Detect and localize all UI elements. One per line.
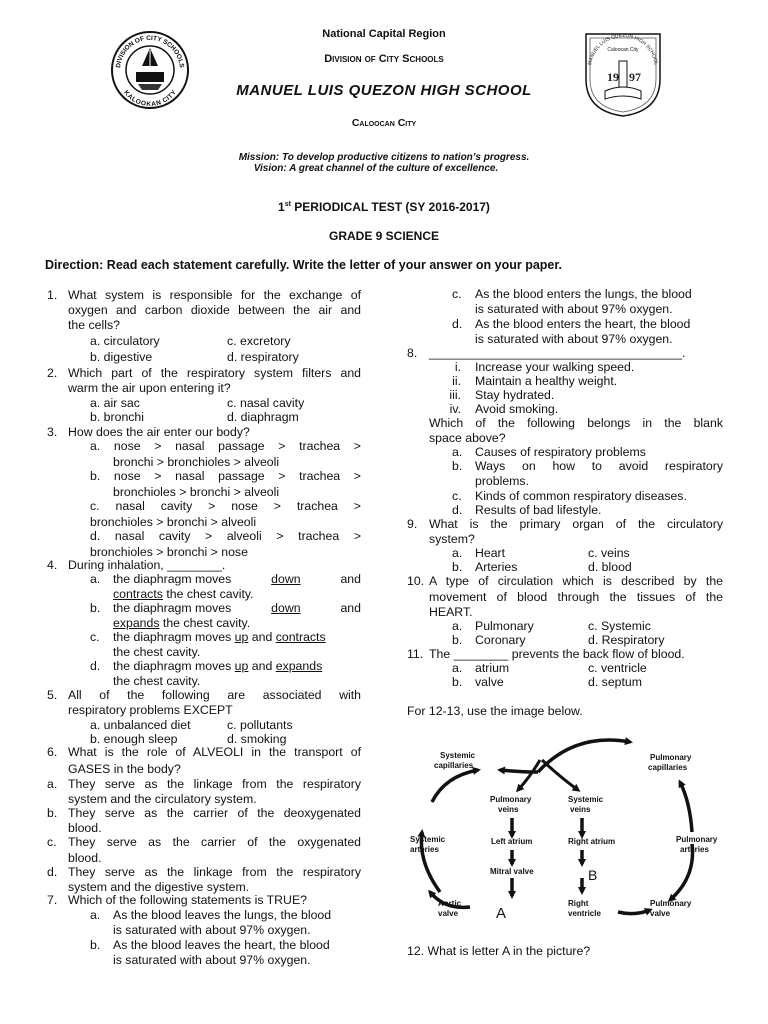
q5-option: b. enough sleep bbox=[90, 732, 178, 746]
q9-stem-line: What is the primary organ of the circulatory bbox=[429, 517, 723, 531]
q7-option-a-cont: is saturated with about 97% oxygen. bbox=[113, 923, 311, 937]
q1-stem-line: What system is responsible for the exchange of bbox=[68, 288, 361, 302]
q8-number: 8. bbox=[407, 346, 418, 360]
q3-option: d. nasal cavity > alveoli > trachea > bbox=[90, 529, 361, 543]
q9-option-letter: b. bbox=[452, 560, 463, 574]
q10-option: c. Systemic bbox=[588, 619, 651, 633]
q5-stem-line: All of the following are associated with bbox=[68, 688, 361, 702]
q8-option-b: Ways on how to avoid respiratory bbox=[475, 459, 723, 473]
q5-stem-line: respiratory problems EXCEPT bbox=[68, 703, 233, 717]
q6-option-a: They serve as the linkage from the respiratory bbox=[68, 777, 361, 791]
q3-option: bronchioles > bronchi > alveoli bbox=[113, 485, 280, 499]
q4-option-b-cont: expands the chest cavity. bbox=[113, 616, 251, 630]
direction-text: Direction: Read each statement carefully. Write the letter of your answer on your paper. bbox=[45, 258, 563, 272]
q4-option-d-cont: the chest cavity. bbox=[113, 674, 201, 688]
pulmonary-right-arrow bbox=[680, 782, 692, 832]
q7-number: 7. bbox=[47, 893, 58, 907]
q11-stem-line: The ________ prevents the back flow of blood. bbox=[429, 647, 685, 661]
q9-option-letter: a. bbox=[452, 546, 463, 560]
q6-option-c: They serve as the carrier of the oxygenated bbox=[68, 835, 361, 849]
q5-number: 5. bbox=[47, 688, 58, 702]
q4-option-letter: c. bbox=[90, 630, 100, 644]
svg-text:97: 97 bbox=[629, 70, 641, 84]
q10-number: 10. bbox=[407, 574, 425, 588]
center-split-left bbox=[518, 760, 540, 790]
q4-option-letter: b. bbox=[90, 601, 101, 615]
pulmonary-arteries-label: arteries bbox=[680, 845, 709, 854]
q4-option-c: the diaphragm moves up and contracts bbox=[113, 630, 326, 644]
q6-option-letter: d. bbox=[47, 865, 58, 879]
q8-item: Avoid smoking. bbox=[475, 402, 559, 416]
right-ventricle-label: Right bbox=[568, 899, 589, 908]
q5-option: d. smoking bbox=[227, 732, 287, 746]
q7-option-letter: b. bbox=[90, 938, 101, 952]
q8-blank: _____________________________________. bbox=[429, 346, 686, 360]
left-atrium-label: Left atrium bbox=[491, 837, 533, 846]
q11-option: valve bbox=[475, 675, 504, 689]
bottom-arrow bbox=[618, 910, 650, 914]
q7-option-d: As the blood enters the heart, the blood bbox=[475, 317, 691, 331]
q7-option-b: As the blood leaves the heart, the blood bbox=[113, 938, 330, 952]
q11-option: c. ventricle bbox=[588, 661, 647, 675]
q8-option-a: Causes of respiratory problems bbox=[475, 445, 646, 459]
q8-option-letter: a. bbox=[452, 445, 463, 459]
letter-a-label: A bbox=[496, 905, 507, 922]
q10-option-letter: a. bbox=[452, 619, 463, 633]
q6-number: 6. bbox=[47, 745, 58, 759]
q8-item: Increase your walking speed. bbox=[475, 360, 635, 374]
q3-option: b. nose > nasal passage > trachea > bbox=[90, 469, 361, 483]
q2-option: d. diaphragm bbox=[227, 410, 299, 424]
q3-option: a. nose > nasal passage > trachea > bbox=[90, 439, 361, 453]
q6-option-d-cont: system and the digestive system. bbox=[68, 880, 250, 894]
q2-option: b. bronchi bbox=[90, 410, 145, 424]
school-name: MANUEL LUIS QUEZON HIGH SCHOOL bbox=[236, 82, 532, 99]
q8-option-letter: c. bbox=[452, 489, 462, 503]
q2-option: c. nasal cavity bbox=[227, 396, 305, 410]
q3-stem-line: How does the air enter our body? bbox=[68, 425, 250, 439]
q6-option-letter: c. bbox=[47, 835, 57, 849]
center-split-right bbox=[542, 760, 578, 790]
q4-option-a: the diaphragm moves down and bbox=[113, 572, 361, 586]
q7-option-c: As the blood enters the lungs, the blood bbox=[475, 287, 692, 301]
q3-option: bronchioles > bronchi > nose bbox=[90, 545, 248, 559]
q8-option-d: Results of bad lifestyle. bbox=[475, 503, 602, 517]
systemic-capillaries-label: Systemic bbox=[440, 751, 476, 760]
circulation-diagram bbox=[400, 732, 730, 932]
svg-text:KALOOKAN CITY: KALOOKAN CITY bbox=[122, 89, 178, 109]
test-title: 1st PERIODICAL TEST (SY 2016-2017) bbox=[278, 200, 490, 214]
q10-stem-line: A type of circulation which is described by the bbox=[429, 574, 723, 588]
q6-option-letter: b. bbox=[47, 806, 58, 820]
q8-option-c: Kinds of common respiratory diseases. bbox=[475, 489, 687, 503]
svg-text:Caloocan City: Caloocan City bbox=[607, 47, 639, 53]
diagram-instruction: For 12-13, use the image below. bbox=[407, 704, 583, 718]
systemic-capillaries-label: capillaries bbox=[434, 761, 474, 770]
q4-option-a-cont: contracts the chest cavity. bbox=[113, 587, 254, 601]
q4-option-letter: d. bbox=[90, 659, 101, 673]
systemic-arteries-label: arteries bbox=[410, 845, 439, 854]
q11-option-letter: a. bbox=[452, 661, 463, 675]
systemic-veins-label: Systemic bbox=[568, 795, 604, 804]
q1-number: 1. bbox=[47, 288, 58, 302]
q7-option-b-cont: is saturated with about 97% oxygen. bbox=[113, 953, 311, 967]
q8-option-letter: b. bbox=[452, 459, 463, 473]
q9-option: Heart bbox=[475, 546, 506, 560]
q3-option: c. nasal cavity > nose > trachea > bbox=[90, 499, 361, 513]
q8-roman: i. bbox=[454, 360, 461, 374]
q11-number: 11. bbox=[407, 647, 424, 661]
q9-option: Arteries bbox=[475, 560, 518, 574]
q5-option: a. unbalanced diet bbox=[90, 718, 191, 732]
q12-stem: 12. What is letter A in the picture? bbox=[407, 944, 591, 958]
q10-stem-line: movement of blood through the tissues of the bbox=[429, 590, 723, 604]
q11-option-letter: b. bbox=[452, 675, 463, 689]
q1-option: c. excretory bbox=[227, 334, 291, 348]
q9-stem-line: system? bbox=[429, 532, 475, 546]
q7-option-d-cont: is saturated with about 97% oxygen. bbox=[475, 332, 673, 346]
division-line: Division of City Schools bbox=[324, 53, 444, 65]
q10-option: d. Respiratory bbox=[588, 633, 665, 647]
vision-line: Vision: A great channel of the culture of excellence. bbox=[253, 163, 499, 174]
pulmonary-veins-label: Pulmonary bbox=[490, 795, 532, 804]
q7-option-letter: a. bbox=[90, 908, 101, 922]
q8-option-letter: d. bbox=[452, 503, 463, 517]
q7-option-letter: d. bbox=[452, 317, 463, 331]
letter-b-label: B bbox=[588, 867, 598, 883]
q4-option-c-cont: the chest cavity. bbox=[113, 645, 201, 659]
q4-stem-line: During inhalation, ________. bbox=[68, 558, 226, 572]
aortic-valve-label: valve bbox=[438, 909, 459, 918]
svg-text:19: 19 bbox=[607, 70, 619, 84]
q4-number: 4. bbox=[47, 558, 58, 572]
q2-option: a. air sac bbox=[90, 396, 140, 410]
region-line: National Capital Region bbox=[322, 28, 446, 40]
q8-roman: iv. bbox=[449, 402, 461, 416]
q9-number: 9. bbox=[407, 517, 418, 531]
right-ventricle-label: ventricle bbox=[568, 909, 601, 918]
aortic-valve-label: Aortic bbox=[438, 899, 462, 908]
q1-option: a. circulatory bbox=[90, 334, 160, 348]
q8-item: Stay hydrated. bbox=[475, 388, 555, 402]
q7-option-letter: c. bbox=[452, 287, 462, 301]
q8-option-b-cont: problems. bbox=[475, 474, 529, 488]
q8-stem-line: Which of the following belongs in the blank bbox=[429, 416, 723, 430]
q1-stem-line: oxygen and carbon dioxide between the air and bbox=[68, 303, 361, 317]
pulmonary-veins-label: veins bbox=[498, 805, 519, 814]
q10-option: Coronary bbox=[475, 633, 526, 647]
q4-option-b: the diaphragm moves down and bbox=[113, 601, 361, 615]
mission-line: Mission: To develop productive citizens to nation’s progress. bbox=[238, 152, 530, 163]
q1-option: d. respiratory bbox=[227, 350, 299, 364]
q8-roman: ii. bbox=[452, 374, 461, 388]
q9-option: c. veins bbox=[588, 546, 630, 560]
systemic-veins-label: veins bbox=[570, 805, 591, 814]
right-atrium-label: Right atrium bbox=[568, 837, 616, 846]
q2-stem-line: warm the air upon entering it? bbox=[68, 381, 231, 395]
svg-text:DIVISION OF CITY SCHOOLS: DIVISION OF CITY SCHOOLS bbox=[115, 34, 185, 69]
q11-option: d. septum bbox=[588, 675, 642, 689]
q3-option: bronchi > bronchioles > alveoli bbox=[113, 455, 280, 469]
q7-option-a: As the blood leaves the lungs, the blood bbox=[113, 908, 332, 922]
q10-stem-line: HEART. bbox=[429, 605, 473, 619]
q3-number: 3. bbox=[47, 425, 58, 439]
q6-option-c-cont: blood. bbox=[68, 851, 102, 865]
q6-option-b-cont: blood. bbox=[68, 821, 102, 835]
systemic-arteries-label: Systemic bbox=[410, 835, 446, 844]
svg-text:MANUEL LUIS QUEZON HIGH SCHOOL: MANUEL LUIS QUEZON HIGH SCHOOL bbox=[587, 32, 659, 66]
city-line: Caloocan City bbox=[351, 117, 417, 129]
q6-stem-line: What is the role of ALVEOLI in the transport of bbox=[68, 745, 361, 759]
pulmonary-capillaries-label: capillaries bbox=[648, 763, 688, 772]
q8-item: Maintain a healthy weight. bbox=[475, 374, 618, 388]
q5-option: c. pollutants bbox=[227, 718, 293, 732]
q6-option-a-cont: system and the circulatory system. bbox=[68, 792, 257, 806]
systemic-top-arrow bbox=[432, 770, 478, 802]
q6-option-d: They serve as the linkage from the respiratory bbox=[68, 865, 361, 879]
q11-option: atrium bbox=[475, 661, 510, 675]
pulmonary-valve-label: valve bbox=[650, 909, 671, 918]
q6-stem-line: GASES in the body? bbox=[68, 762, 181, 776]
pulmonary-capillaries-label: Pulmonary bbox=[650, 753, 692, 762]
q6-option-letter: a. bbox=[47, 777, 58, 791]
q10-option: Pulmonary bbox=[475, 619, 534, 633]
q7-stem-line: Which of the following statements is TRUE? bbox=[68, 893, 307, 907]
q3-option: bronchioles > bronchi > alveoli bbox=[90, 515, 257, 529]
q8-roman: iii. bbox=[449, 388, 461, 402]
q1-stem-line: the cells? bbox=[68, 318, 120, 332]
q2-number: 2. bbox=[47, 366, 58, 380]
q2-stem-line: Which part of the respiratory system filters and bbox=[68, 366, 361, 380]
q6-option-b: They serve as the carrier of the deoxygenated bbox=[68, 806, 361, 820]
q1-option: b. digestive bbox=[90, 350, 153, 364]
q4-option-letter: a. bbox=[90, 572, 101, 586]
mitral-valve-label: Mitral valve bbox=[490, 867, 534, 876]
q10-option-letter: b. bbox=[452, 633, 463, 647]
q9-option: d. blood bbox=[588, 560, 632, 574]
pulmonary-arteries-label: Pulmonary bbox=[676, 835, 718, 844]
q4-option-d: the diaphragm moves up and expands bbox=[113, 659, 323, 673]
pulmonary-valve-label: Pulmonary bbox=[650, 899, 692, 908]
q7-option-c-cont: is saturated with about 97% oxygen. bbox=[475, 302, 673, 316]
grade-title: GRADE 9 SCIENCE bbox=[328, 229, 440, 243]
q8-stem-line: space above? bbox=[429, 431, 506, 445]
